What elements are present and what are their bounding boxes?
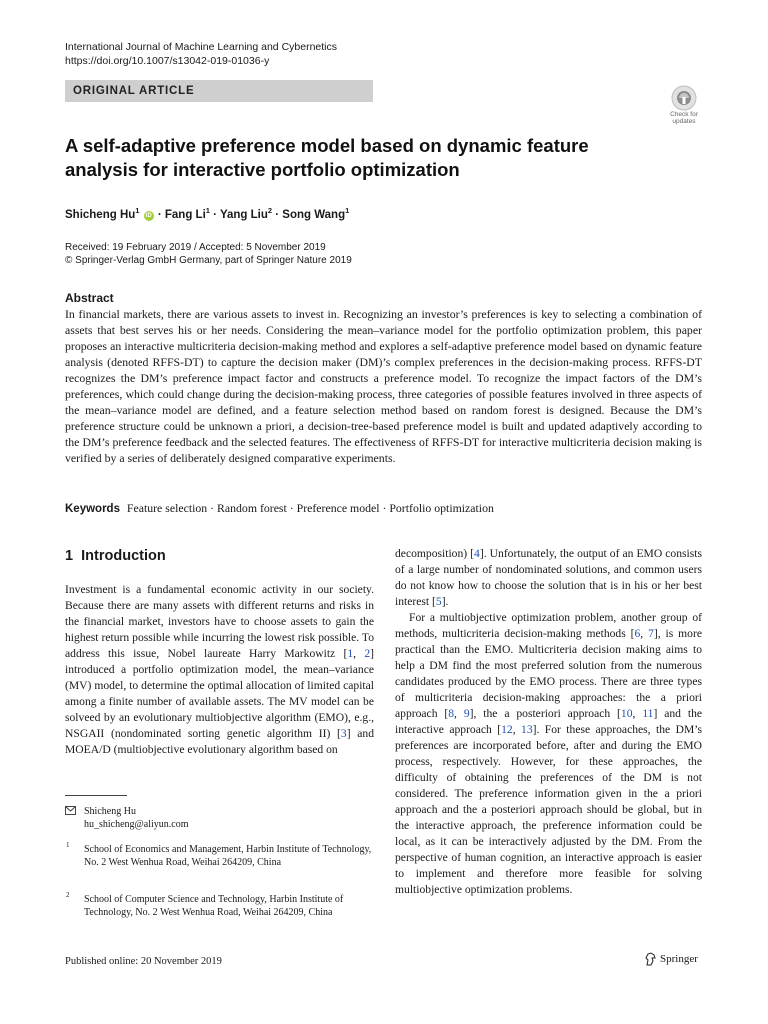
section-heading	[65, 547, 166, 565]
check-updates-label: Check for updates	[670, 111, 698, 125]
author-affiliation-mark: 1	[345, 206, 350, 215]
keywords-line: Keywords Feature selection · Random forest · Preference model · Portfolio optimization	[65, 501, 494, 515]
citation-link[interactable]: 12	[501, 723, 513, 736]
affiliation-number: 2	[66, 891, 70, 899]
citation-link[interactable]: 3	[340, 727, 347, 740]
springer-logo	[644, 952, 698, 966]
citation-link[interactable]: 13	[521, 723, 533, 736]
affiliation-number: 1	[66, 841, 70, 849]
keywords-label: Keywords	[65, 503, 120, 515]
keyword: Portfolio optimization	[389, 501, 494, 515]
section-number: 1	[65, 548, 74, 564]
citation-link[interactable]: 9	[463, 707, 470, 720]
footnote-divider	[65, 795, 127, 796]
author-affiliation-mark: 2	[267, 206, 273, 215]
keyword: Feature selection	[126, 501, 208, 515]
citation-link[interactable]: 11	[642, 707, 654, 720]
author-name[interactable]: Shicheng Hu	[65, 208, 136, 221]
springer-horse-icon	[644, 952, 657, 966]
affiliation-1: School of Economics and Management, Harbin Institute of Technology, No. 2 West Wenhua Road, Weihai 264209, China	[84, 844, 372, 868]
citation-link[interactable]: 4	[474, 547, 480, 560]
citation-link[interactable]: 6	[634, 627, 641, 640]
author-affiliation-mark: 1	[135, 206, 140, 215]
intro-right-column	[395, 546, 702, 898]
received-accepted-dates: Received: 19 February 2019 / Accepted: 5 November 2019	[65, 242, 326, 253]
intro-paragraph: Investment is a fundamental economic activity in our society. Because there are many assets with different returns and risks in the financial market, investors have to choose assets to gain the highest return possible while incurring the lowest risk possible. To address this issue, Nobel laureate Harry Markowitz [1, 2] introduced a portfolio optimization model, the mean–variance (MV) model, to determine the optimal allocation of limited capital among a finite number of available assets. The MV model can be solveed by an evolutionary multiobjective algorithm (EMO), e.g., NSGAII (nondominated sorting genetic algorithm II) [3] and MOEA/D (multiobjective evolutionary algorithm based on	[65, 583, 375, 756]
citation-link[interactable]: 5	[435, 595, 442, 608]
citation-link[interactable]: 8	[448, 707, 455, 720]
citation-link[interactable]: 7	[648, 627, 654, 640]
intro-paragraph: For a multiobjective optimization problem, another group of methods, multicriteria decision-making methods [6, 7], is more practical than the EMO. Multicriteria decision making aims to help a DM find the most preferred solution from the numerous candidates produced by the EMO process. There are three types of multicriteria decision-making approaches: the a priori approach [8, 9], the a posteriori approach [10, 11] and the interactive approach [12, 13]. For these approaches, the DM’s preferences are incorporated before, after and during the EMO process, respectively. However, for these approaches, the difficulty of obtaining the preferences of the DM is not considered. The preference information given in the a priori approach and the a posteriori approach should be global, but in the interactive approach, the preference information could be local, as it can be interactively adjusted by the DM. From the perspective of human cognition, an interactive approach is easier to implement and therefore more feasible for solving multiobjective optimization problems.	[395, 611, 703, 896]
publisher-name: Springer	[660, 953, 698, 965]
corresponding-email[interactable]: hu_shicheng@aliyun.com	[84, 819, 189, 830]
keyword: Preference model	[296, 501, 380, 515]
orcid-icon[interactable]: iD	[145, 212, 152, 219]
keyword: Random forest	[217, 501, 287, 515]
section-title: Introduction	[81, 548, 166, 564]
published-online-date: Published online: 20 November 2019	[65, 956, 222, 967]
intro-paragraph: decomposition) [4]. Unfortunately, the output of an EMO consists of a large number of nondominated solutions, and common users do not know how to choose the solution that is in his or her best interest [5].	[395, 547, 702, 608]
author-name[interactable]: Song Wang	[282, 208, 346, 221]
check-for-updates-badge[interactable]	[664, 85, 704, 125]
article-type-banner: ORIGINAL ARTICLE	[65, 80, 373, 102]
author-name[interactable]: Fang Li	[164, 208, 206, 221]
corresponding-author: Shicheng Hu	[84, 806, 136, 817]
abstract-heading: Abstract	[65, 291, 114, 305]
author-affiliation-mark: 1	[205, 206, 210, 215]
copyright-notice: © Springer-Verlag GmbH Germany, part of Springer Nature 2019	[65, 255, 352, 266]
author-list: Shicheng Hu$^1$ iD · Fang $Li^1$ · Yang Liu$^2$ · Song Wang$^1$	[65, 206, 350, 221]
citation-link[interactable]: 10	[620, 707, 633, 720]
journal-name: International Journal of Machine Learning and Cybernetics	[65, 41, 338, 53]
check-updates-icon	[671, 85, 697, 111]
intro-left-column	[65, 582, 374, 758]
author-name[interactable]: Yang Liu	[219, 208, 268, 221]
citation-link[interactable]: 1	[347, 647, 354, 660]
doi-link[interactable]: https://doi.org/10.1007/s13042-019-01036-y	[65, 55, 270, 67]
citation-link[interactable]: 2	[364, 647, 371, 660]
affiliation-2: School of Computer Science and Technology, Harbin Institute of Technology, No. 2 West Wenhua Road, Weihai 264209, China	[84, 894, 344, 918]
paper-title: A self-adaptive preference model based on dynamic feature analysis for interactive portfolio optimization	[65, 135, 589, 180]
envelope-icon	[65, 806, 76, 815]
abstract-body: In financial markets, there are various assets to invest in. Recognizing an investor’s preferences is key to selecting a combination of assets that best serves his or her needs. Considering the mean–variance model for the portfolio optimization problem, this paper proposes an interactive multicriteria decision-making method and explores a self-adaptive preference model based on dynamic feature analysis (denoted RFFS-DT) to capture the decision maker (DM)’s complex preferences in the decision-making process. RFFS-DT recognizes the DM’s preference impact factor and constructs a preference model. To recognize the impact factors of the DM’s preferences, which could change during the decision-making process, three categories of possible features involved in three aspects of the mean–variance model are defined, and a feature selection method based on random forest is designed. Because the DM’s preference structure could be unknown a priori, a decision-tree-based preference model is built and updated adaptively according to the DM’s preference feedback and the selected features. The effectiveness of RFFS-DT for interactive multicriteria decision making is verified by a series of deliberately designed comparative experiments.	[65, 307, 702, 465]
